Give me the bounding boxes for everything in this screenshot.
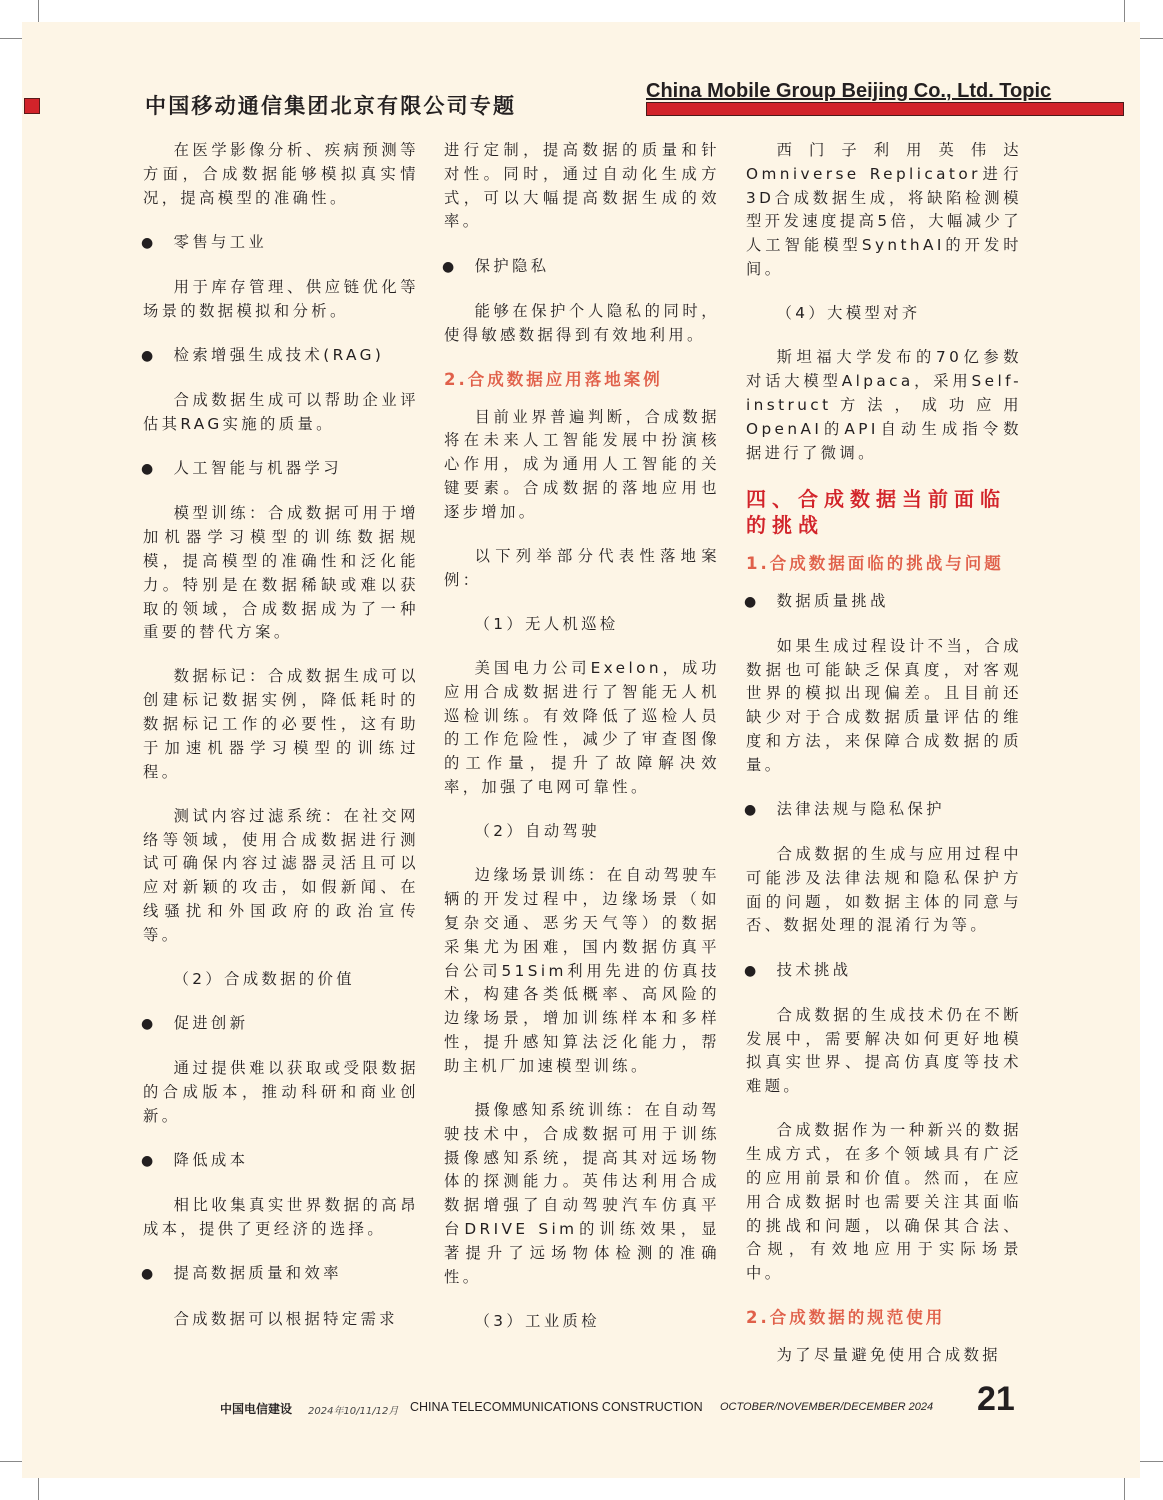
- paragraph: 斯坦福大学发布的70亿参数对话大模型Alpaca，采用Self-instruct方法，成功应用OpenAI的API自动生成指令数据进行了微调。: [746, 348, 1022, 462]
- crop-mark: [1140, 38, 1163, 39]
- paragraph: 美国电力公司Exelon，成功应用合成数据进行了智能无人机巡检训练。有效降低了巡检人员的工作危险性，减少了审查图像的工作量，提升了故障解决效率，加强了电网可靠性。: [444, 659, 720, 797]
- section-title-cn: 中国移动通信集团北京有限公司专题: [145, 94, 517, 118]
- paragraph: 用于库存管理、供应链优化等场景的数据模拟和分析。: [143, 277, 419, 320]
- crop-mark: [1124, 1478, 1125, 1500]
- bullet-item: ● 零售与工业: [143, 231, 419, 256]
- numbered-subheading: （2）自动驾驶: [474, 822, 600, 841]
- crop-mark: [1124, 0, 1125, 22]
- paragraph: 相比收集真实世界数据的高昂成本，提供了更经济的选择。: [143, 1196, 419, 1239]
- crop-mark: [1140, 1461, 1163, 1462]
- column-3: [746, 139, 1022, 1388]
- crop-mark: [0, 1461, 22, 1462]
- paragraph: 合成数据的生成与应用过程中可能涉及法律法规和隐私保护方面的问题，如数据主体的同意与否、数据处理的混淆行为等。: [746, 845, 1022, 935]
- paragraph: 数据标记：合成数据生成可以创建标记数据实例，降低耗时的数据标记工作的必要性，这有助于加速机器学习模型的训练过程。: [143, 667, 419, 781]
- section-marker: [24, 98, 40, 114]
- paragraph: 如果生成过程设计不当，合成数据也可能缺乏保真度，对客观世界的模拟出现偏差。且目前还缺少对于合成数据质量评估的维度和方法，来保障合成数据的质量。: [746, 636, 1022, 774]
- column-2: [444, 139, 720, 1354]
- paragraph: 在医学影像分析、疾病预测等方面，合成数据能够模拟真实情况，提高模型的准确性。: [143, 141, 419, 207]
- bullet-item: ● 降低成本: [143, 1149, 419, 1174]
- paragraph: 摄像感知系统训练：在自动驾驶技术中，合成数据可用于训练摄像感知系统，提高其对远场物体的探测能力。英伟达利用合成数据增强了自动驾驶汽车仿真平台DRIVE Sim的训练效果，显著提升了远场物体检测的准确性。: [444, 1101, 720, 1286]
- paragraph: 测试内容过滤系统：在社交网络等领域，使用合成数据进行测试可确保内容过滤器灵活且可以应对新颖的攻击，如假新闻、在线骚扰和外国政府的政治宣传等。: [143, 806, 419, 944]
- footer-magazine-en: CHINA TELECOMMUNICATIONS CONSTRUCTION: [410, 1400, 703, 1414]
- section-title-en: China Mobile Group Beijing Co., Ltd. Topic: [646, 80, 1052, 102]
- subsection-heading: 2.合成数据应用落地案例: [444, 369, 663, 389]
- footer-magazine-cn: 中国电信建设: [220, 1402, 293, 1416]
- paragraph: 合成数据作为一种新兴的数据生成方式，在多个领域具有广泛的应用前景和价值。然而，在应用合成数据时也需要关注其面临的挑战和问题，以确保其合法、合规，有效地应用于实际场景中。: [746, 1121, 1022, 1283]
- numbered-subheading: （1）无人机巡检: [474, 614, 619, 633]
- paragraph: 合成数据生成可以帮助企业评估其RAG实施的质量。: [143, 391, 419, 433]
- footer-issue-cn: 2024年10/11/12月: [308, 1406, 399, 1417]
- column-1: [143, 139, 419, 1352]
- numbered-subheading: （4）大模型对齐: [776, 304, 921, 323]
- bullet-item: ● 技术挑战: [746, 959, 1022, 984]
- paragraph: 以下列举部分代表性落地案例：: [444, 546, 720, 589]
- paragraph: 西门子利用英伟达Omniverse Replicator进行3D合成数据生成，将缺陷检测模型开发速度提高5倍，大幅减少了人工智能模型SynthAI的开发时间。: [746, 141, 1022, 278]
- header-red-bar: [646, 102, 1124, 116]
- crop-mark: [0, 38, 22, 39]
- crop-mark: [38, 1478, 39, 1500]
- paragraph: 能够在保护个人隐私的同时，使得敏感数据得到有效地利用。: [444, 301, 720, 344]
- page-number: 21: [977, 1380, 1015, 1418]
- paragraph: 通过提供难以获取或受限数据的合成版本，推动科研和商业创新。: [143, 1059, 419, 1125]
- paragraph: 合成数据的生成技术仍在不断发展中，需要解决如何更好地模拟真实世界、提高仿真度等技术难题。: [746, 1005, 1022, 1096]
- bullet-item: ● 保护隐私: [444, 255, 720, 280]
- bullet-item: ● 检索增强生成技术(RAG): [143, 344, 419, 369]
- section-heading: 四、合成数据当前面临的挑战: [746, 486, 1006, 537]
- bullet-item: ● 数据质量挑战: [746, 590, 1022, 615]
- bullet-item: ● 促进创新: [143, 1012, 419, 1037]
- numbered-subheading: （3）工业质检: [474, 1311, 600, 1330]
- paragraph: 目前业界普遍判断，合成数据将在未来人工智能发展中扮演核心作用，成为通用人工智能的关键要素。合成数据的落地应用也逐步增加。: [444, 407, 720, 521]
- paragraph: 模型训练：合成数据可用于增加机器学习模型的训练数据规模，提高模型的准确性和泛化能力。特别是在数据稀缺或难以获取的领域，合成数据成为了一种重要的替代方案。: [143, 504, 419, 642]
- subsection-heading: 2.合成数据的规范使用: [746, 1308, 946, 1328]
- footer-issue-en: OCTOBER/NOVEMBER/DECEMBER 2024: [720, 1401, 934, 1413]
- bullet-item: ● 人工智能与机器学习: [143, 457, 419, 482]
- paragraph: 为了尽量避免使用合成数据: [776, 1346, 1001, 1365]
- paragraph: 进行定制，提高数据的质量和针对性。同时，通过自动化生成方式，可以大幅提高数据生成的效率。: [444, 141, 720, 231]
- numbered-subheading: （2）合成数据的价值: [173, 970, 355, 989]
- paragraph: 合成数据可以根据特定需求: [173, 1309, 398, 1328]
- subsection-heading: 1.合成数据面临的挑战与问题: [746, 553, 1004, 573]
- crop-mark: [38, 0, 39, 22]
- bullet-item: ● 法律法规与隐私保护: [746, 798, 1022, 823]
- paragraph: 边缘场景训练：在自动驾驶车辆的开发过程中，边缘场景（如复杂交通、恶劣天气等）的数据采集尤为困难，国内数据仿真平台公司51Sim利用先进的仿真技术，构建各类低概率、高风险的边缘场景，增加训练样本和多样性，提升感知算法泛化能力，帮助主机厂加速模型训练。: [444, 866, 720, 1075]
- bullet-item: ● 提高数据质量和效率: [143, 1262, 419, 1287]
